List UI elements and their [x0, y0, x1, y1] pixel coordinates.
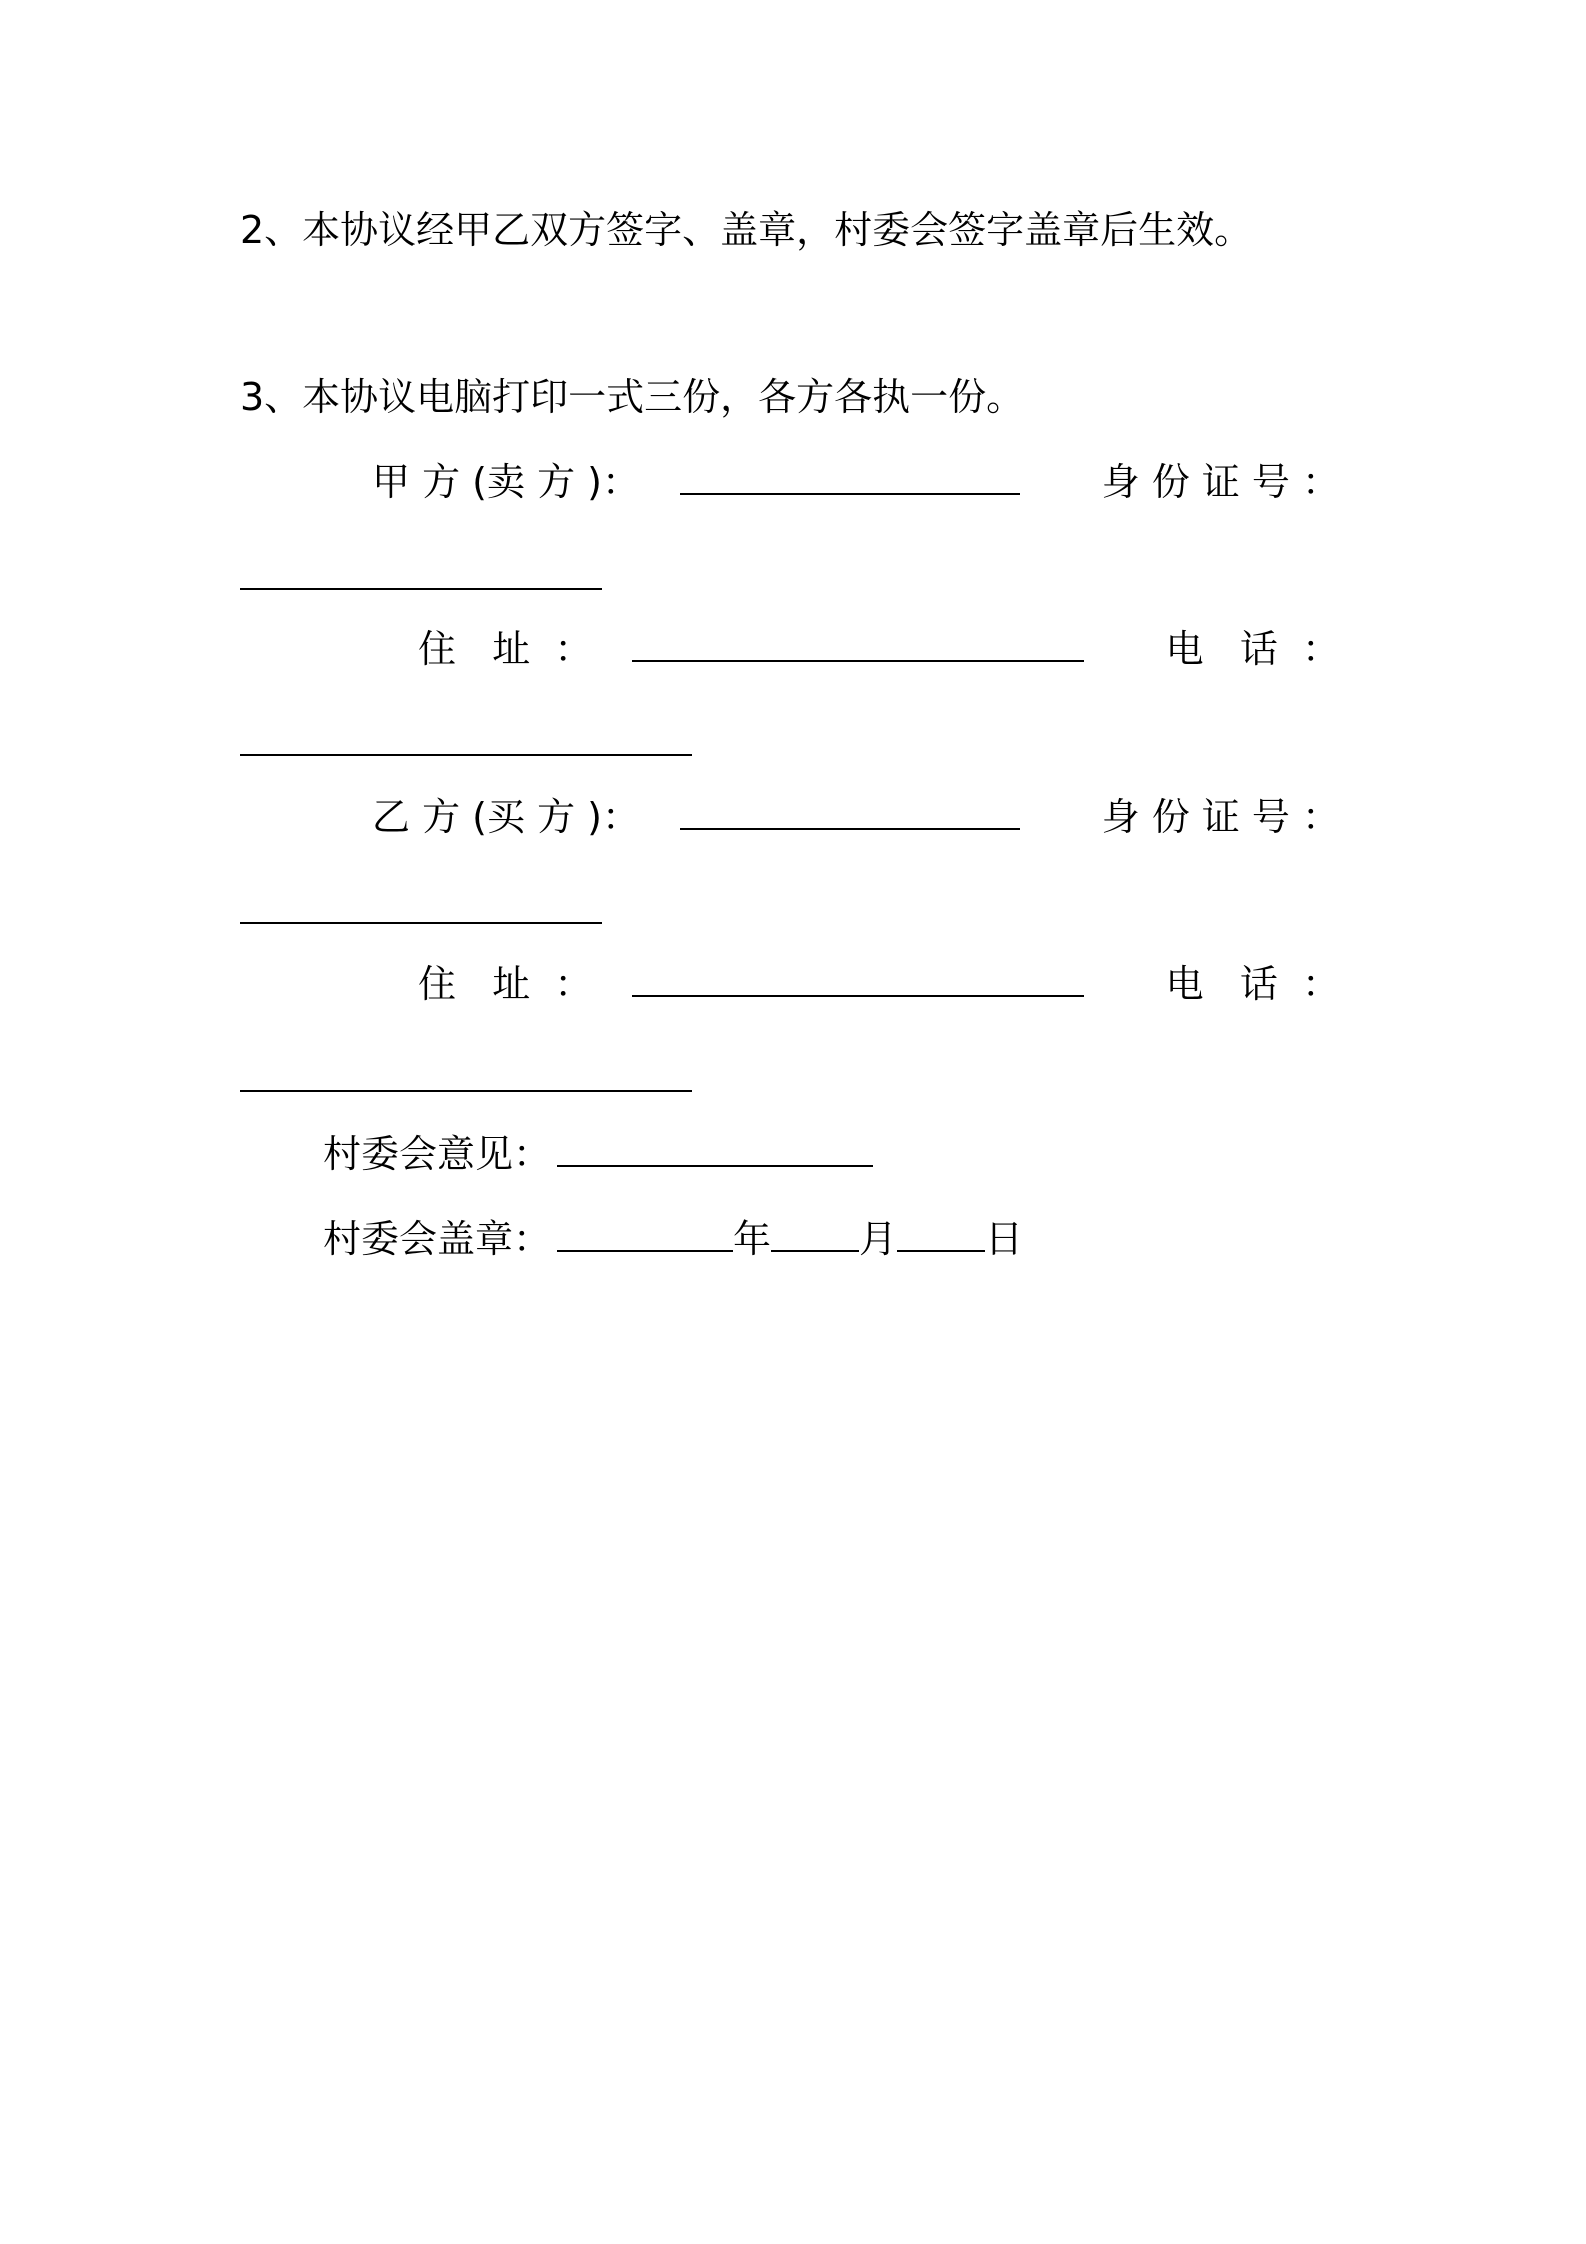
party-b-phone-label: 电 话 ：	[1165, 962, 1340, 1006]
party-a-id-label: 身 份 证 号 ：	[1101, 460, 1340, 504]
committee-seal-label: 村委会盖章：	[323, 1217, 552, 1261]
party-a-address-row	[418, 622, 1340, 674]
party-a-phone-label: 电 话 ：	[1165, 627, 1340, 671]
party-a-row	[372, 455, 1340, 507]
party-b-id-blank[interactable]	[240, 922, 602, 924]
committee-seal-row	[323, 1212, 1023, 1264]
party-b-address-label: 住 址 ：	[418, 962, 593, 1006]
day-label: 日	[985, 1217, 1024, 1261]
party-a-address-label: 住 址 ：	[418, 627, 593, 671]
month-label: 月	[859, 1217, 898, 1261]
party-a-id-blank[interactable]	[240, 588, 602, 590]
party-b-name-blank[interactable]	[680, 790, 1020, 830]
party-b-phone-blank[interactable]	[240, 1090, 692, 1092]
committee-opinion-row	[323, 1127, 873, 1179]
party-a-label: 甲 方 (卖 方 )：	[372, 460, 640, 504]
seal-day-blank[interactable]	[897, 1212, 985, 1252]
party-b-row	[372, 790, 1340, 842]
clause-3: 3、本协议电脑打印一式三份，各方各执一份。	[240, 375, 1025, 419]
party-b-address-blank[interactable]	[632, 957, 1084, 997]
year-label: 年	[733, 1217, 772, 1261]
clause-2: 2、本协议经甲乙双方签字、盖章，村委会签字盖章后生效。	[240, 208, 1253, 252]
seal-year-blank[interactable]	[557, 1212, 733, 1252]
seal-month-blank[interactable]	[771, 1212, 859, 1252]
party-a-name-blank[interactable]	[680, 455, 1020, 495]
committee-opinion-label: 村委会意见：	[323, 1132, 552, 1176]
party-a-phone-blank[interactable]	[240, 754, 692, 756]
party-a-address-blank[interactable]	[632, 622, 1084, 662]
party-b-label: 乙 方 (买 方 )：	[372, 795, 640, 839]
party-b-address-row	[418, 957, 1340, 1009]
committee-opinion-blank[interactable]	[557, 1127, 873, 1167]
party-b-id-label: 身 份 证 号 ：	[1101, 795, 1340, 839]
